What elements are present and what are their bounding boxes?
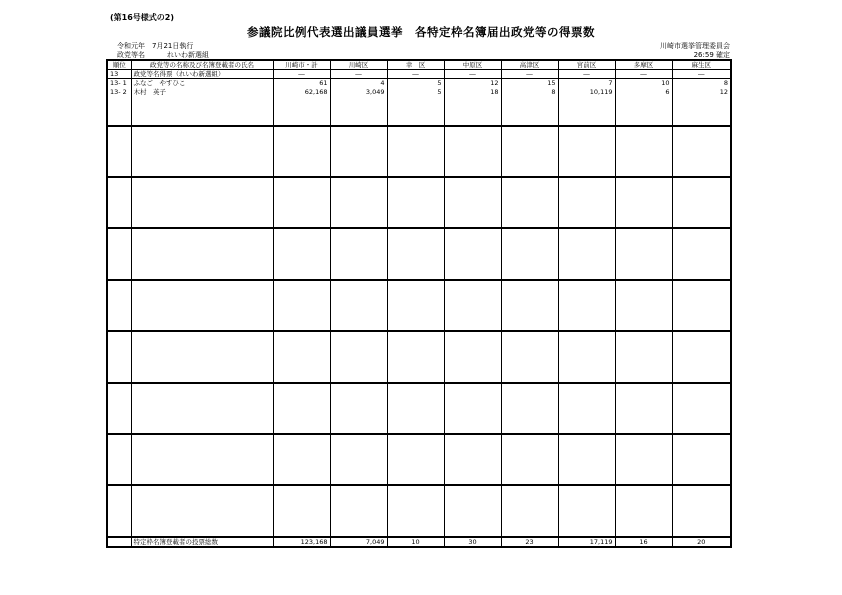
- table-cell: 4: [330, 79, 387, 89]
- col-header: 川崎市・計: [273, 60, 330, 70]
- page-title: 参議院比例代表選出議員選挙 各特定枠名簿届出政党等の得票数: [247, 25, 595, 39]
- empty-row: [107, 126, 731, 177]
- table-cell: 23: [501, 537, 558, 547]
- table-cell: 5: [387, 88, 444, 125]
- table-cell: 15: [501, 79, 558, 89]
- col-header: 中原区: [444, 60, 501, 70]
- table-cell: 8: [501, 88, 558, 125]
- table-cell: 18: [444, 88, 501, 125]
- empty-row: [107, 280, 731, 331]
- col-header: 順位: [107, 60, 131, 70]
- table-cell: 30: [444, 537, 501, 547]
- col-header: 麻生区: [672, 60, 731, 70]
- execution-date: 令和元年 7月21日執行: [117, 42, 194, 50]
- col-header: 宮前区: [558, 60, 615, 70]
- table-cell: 62,168: [273, 88, 330, 125]
- empty-row: [107, 331, 731, 382]
- table-cell: ふなご やすひこ: [131, 79, 273, 89]
- table-cell: ―: [672, 70, 731, 79]
- table-cell: ―: [558, 70, 615, 79]
- results-table: [106, 59, 732, 548]
- col-header: 多摩区: [615, 60, 672, 70]
- table-cell: ―: [273, 70, 330, 79]
- table-cell: 10,119: [558, 88, 615, 125]
- table-cell: 政党等名得票（れいわ新選組）: [131, 70, 273, 79]
- table-cell: 7,049: [330, 537, 387, 547]
- empty-row: [107, 485, 731, 536]
- table-cell: ―: [615, 70, 672, 79]
- total-label: 特定枠名簿登載者の投票総数: [131, 537, 273, 547]
- table-cell: 5: [387, 79, 444, 89]
- empty-row: [107, 434, 731, 485]
- table-cell: 10: [615, 79, 672, 89]
- party-name: れいわ新選組: [167, 51, 209, 59]
- form-number: (第16号様式の2): [110, 13, 175, 22]
- empty-row: [107, 177, 731, 228]
- party-label: 政党等名: [117, 51, 145, 59]
- table-cell: 10: [387, 537, 444, 547]
- table-cell: 木村 英子: [131, 88, 273, 125]
- header-row: [107, 60, 731, 70]
- empty-row: [107, 383, 731, 434]
- table-cell: 12: [444, 79, 501, 89]
- total-row: [107, 537, 731, 547]
- table-cell: 13- 1: [107, 79, 131, 89]
- table-cell: 6: [615, 88, 672, 125]
- table-cell: 8: [672, 79, 731, 89]
- table-cell: ―: [444, 70, 501, 79]
- table-cell: 17,119: [558, 537, 615, 547]
- table-cell: 20: [672, 537, 731, 547]
- col-header: 政党等の名称及び名簿登載者の氏名: [131, 60, 273, 70]
- committee-name: 川崎市選挙管理委員会: [660, 42, 730, 50]
- table-cell: 7: [558, 79, 615, 89]
- table-row: [107, 79, 731, 89]
- table-cell: 61: [273, 79, 330, 89]
- empty-row: [107, 228, 731, 279]
- table-cell: 13- 2: [107, 88, 131, 125]
- fixed-status: 26:59 確定: [693, 51, 730, 59]
- col-header: 幸 区: [387, 60, 444, 70]
- table-cell: 3,049: [330, 88, 387, 125]
- table-cell: ―: [387, 70, 444, 79]
- col-header: 高津区: [501, 60, 558, 70]
- table-cell: 16: [615, 537, 672, 547]
- table-cell: ―: [330, 70, 387, 79]
- table-row: [107, 88, 731, 125]
- col-header: 川崎区: [330, 60, 387, 70]
- table-cell: ―: [501, 70, 558, 79]
- party-row: [107, 70, 731, 79]
- table-cell: 13: [107, 70, 131, 79]
- table-cell: 123,168: [273, 537, 330, 547]
- table-cell: 12: [672, 88, 731, 125]
